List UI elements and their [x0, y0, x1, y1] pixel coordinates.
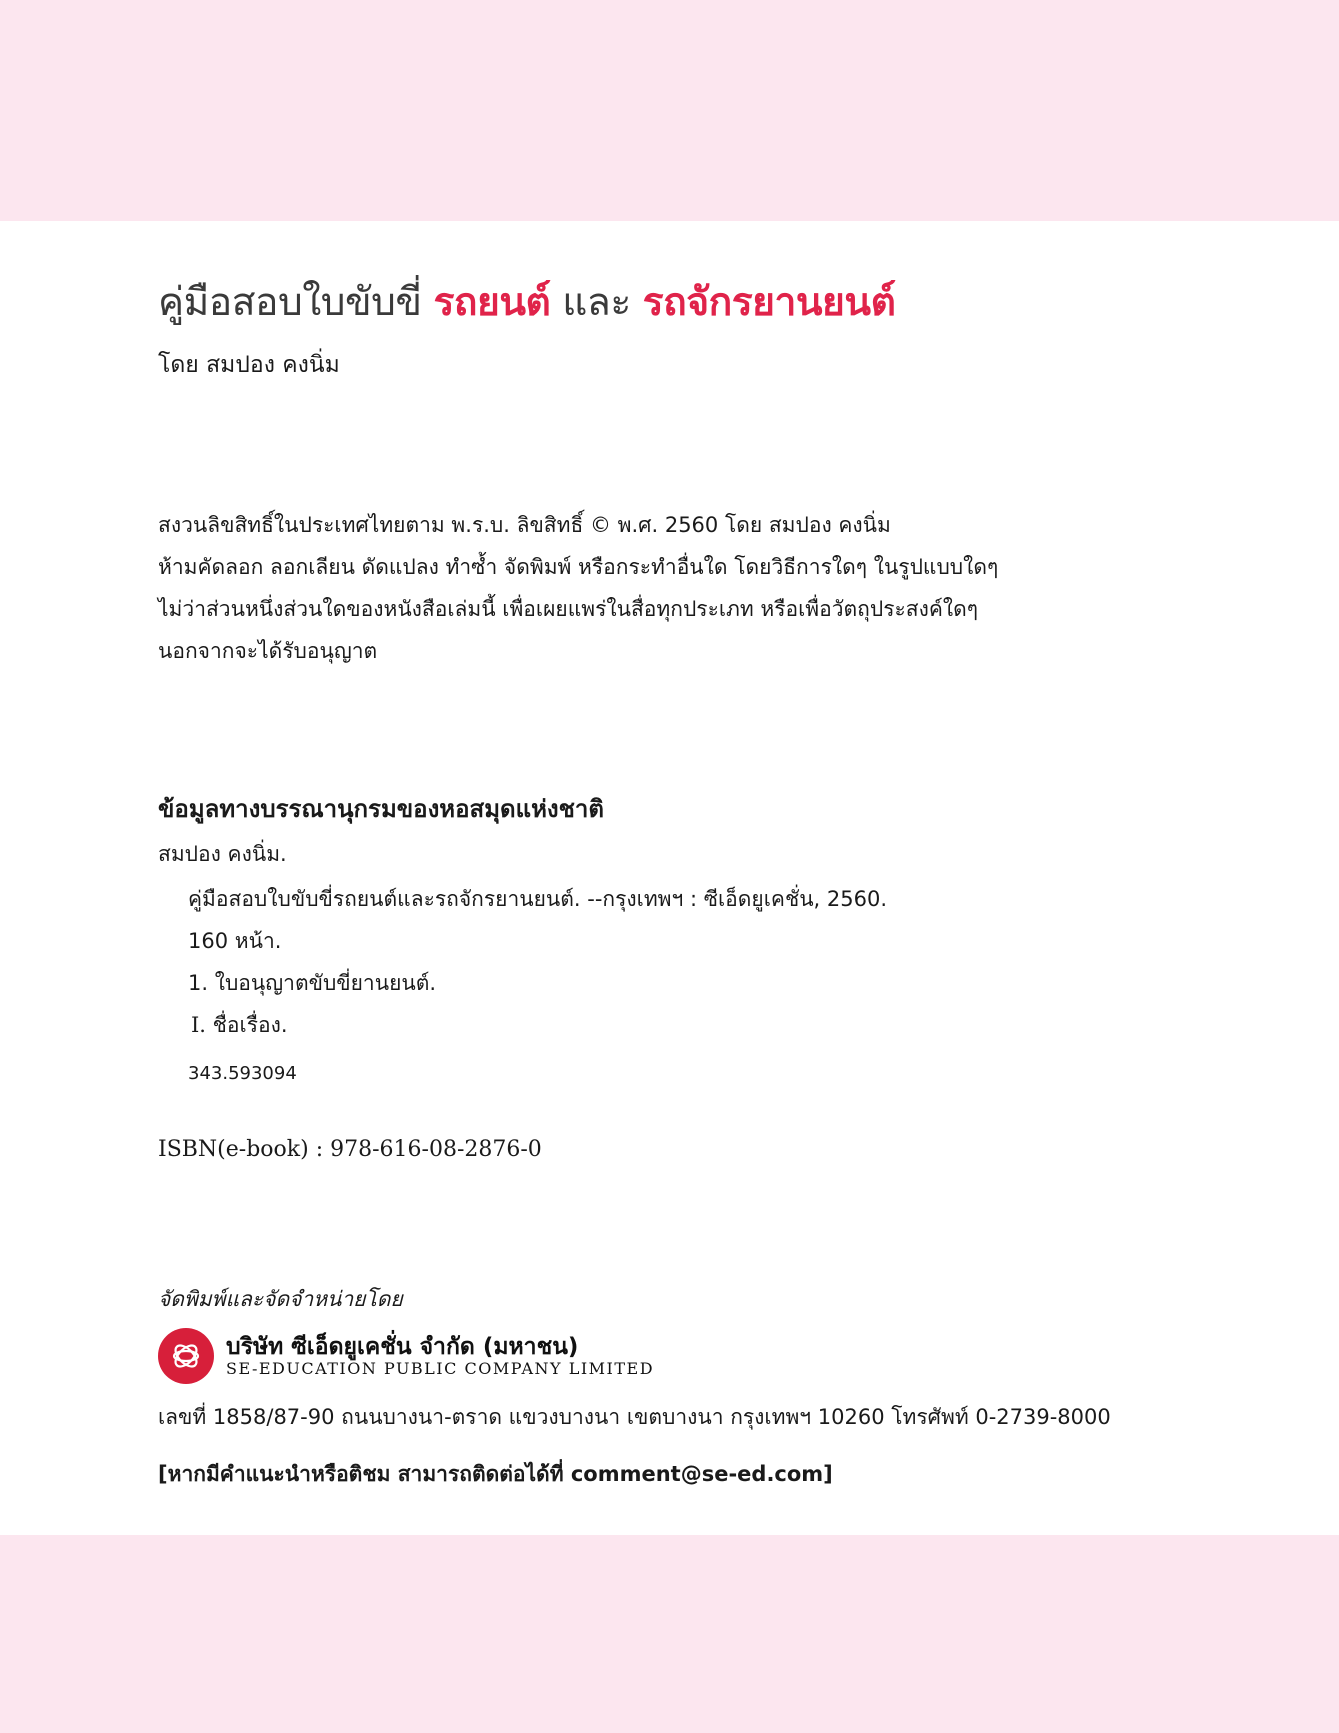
- book-title-part2: รถยนต์: [433, 280, 551, 325]
- publisher-label: จัดพิมพ์และจัดจำหน่ายโดย: [158, 1287, 403, 1311]
- copyright-line: ไม่ว่าส่วนหนึ่งส่วนใดของหนังสือเล่มนี้ เพื่อเผยแพร่ในสื่อทุกประเภท หรือเพื่อวัตถุประสงค์ใดๆ: [158, 597, 979, 621]
- copyright-line: ห้ามคัดลอก ลอกเลียน ดัดแปลง ทำซ้ำ จัดพิมพ์ หรือกระทำอื่นใด โดยวิธีการใดๆ ในรูปแบบใดๆ: [158, 555, 999, 579]
- cip-title-numeral: I.: [191, 1013, 206, 1037]
- cip-entry: คู่มือสอบใบขับขี่รถยนต์และรถจักรยานยนต์. --กรุงเทพฯ : ซีเอ็ดยูเคชั่น, 2560.: [188, 887, 888, 911]
- publisher-name-en: SE-EDUCATION PUBLIC COMPANY LIMITED: [226, 1359, 655, 1378]
- book-title-part3: และ: [550, 280, 643, 325]
- book-title: [158, 271, 895, 333]
- publisher-name-th: บริษัท ซีเอ็ดยูเคชั่น จำกัด (มหาชน): [226, 1334, 579, 1360]
- cip-title-text: ชื่อเรื่อง.: [212, 1013, 288, 1037]
- cip-pages: 160 หน้า.: [188, 929, 282, 953]
- cip-title-line: [188, 1004, 887, 1046]
- publisher-address: เลขที่ 1858/87-90 ถนนบางนา-ตราด แขวงบางนา เขตบางนา กรุงเทพฯ 10260 โทรศัพท์ 0-2739-8000: [158, 1405, 1111, 1429]
- copyright-notice: [158, 504, 1258, 672]
- cip-class-number: 343.593094: [188, 1063, 297, 1084]
- copyright-line: สงวนลิขสิทธิ์ในประเทศไทยตาม พ.ร.บ. ลิขสิทธิ์ © พ.ศ. 2560 โดย สมปอง คงนิ่ม: [158, 513, 891, 537]
- copyright-line: นอกจากจะได้รับอนุญาต: [158, 639, 378, 663]
- book-title-part4: รถจักรยานยนต์: [642, 280, 896, 325]
- copyright-page: [0, 221, 1339, 1535]
- top-margin-band: [0, 0, 1339, 221]
- se-ed-logo-icon: [158, 1328, 214, 1384]
- cip-subject: 1. ใบอนุญาตขับขี่ยานยนต์.: [188, 971, 437, 995]
- book-author: โดย สมปอง คงนิ่ม: [158, 352, 340, 378]
- cip-author: สมปอง คงนิ่ม.: [158, 842, 287, 866]
- book-title-part1: คู่มือสอบใบขับขี่: [158, 280, 434, 325]
- cip-record: [188, 878, 887, 1046]
- bottom-margin-band: [0, 1535, 1339, 1733]
- feedback-contact: [หากมีคำแนะนำหรือติชม สามารถติดต่อได้ที่ comment@se-ed.com]: [158, 1462, 833, 1486]
- isbn: ISBN(e-book) : 978-616-08-2876-0: [158, 1137, 542, 1162]
- cip-heading: ข้อมูลทางบรรณานุกรมของหอสมุดแห่งชาติ: [158, 794, 604, 823]
